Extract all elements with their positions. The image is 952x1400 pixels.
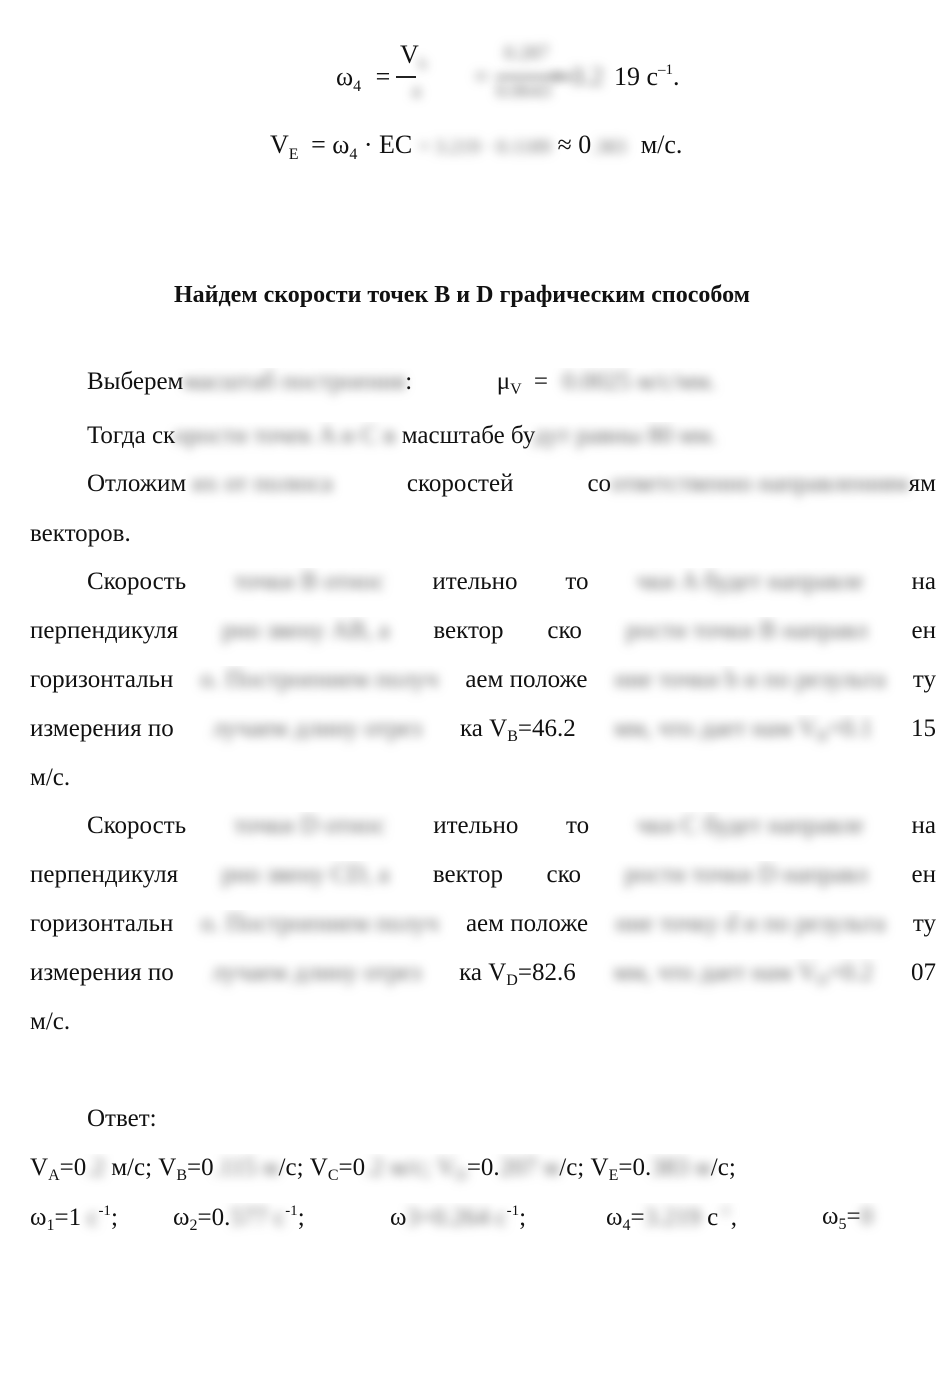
- paraB-l4-h: 15: [911, 715, 936, 742]
- paraD-l4-a: измерения по: [30, 959, 174, 986]
- paraB-l2-w2: вектор: [433, 617, 504, 644]
- ans-va-u: м/с;: [104, 1154, 153, 1181]
- formula-ve: [270, 130, 770, 170]
- formula-approx-blurred: = 3.2: [550, 62, 604, 91]
- paraB-l1-w2: ительно: [432, 568, 518, 595]
- ans-w2-sub: 2: [189, 1217, 198, 1234]
- ans-va-eq: =0: [59, 1154, 87, 1181]
- scale-eq: =: [533, 368, 549, 395]
- mu-symbol: μ: [496, 368, 511, 395]
- paraD-l3-w1: горизонтальн: [30, 910, 174, 937]
- scale-blurred-a: масштаб построения: [183, 368, 406, 395]
- paraD-line2: [30, 861, 936, 910]
- ans-vb-sub: B: [176, 1167, 188, 1184]
- paraD-l4-sub: D: [506, 972, 518, 989]
- then-line: [87, 422, 936, 471]
- formula-ve-sub: E: [288, 146, 299, 163]
- paraB-line1: [87, 568, 936, 617]
- ans-vd-u: /с;: [559, 1154, 585, 1181]
- formula-ve-lhs: V: [270, 130, 289, 159]
- ans-vc: V: [303, 1154, 328, 1181]
- answer-omegas: [30, 1203, 936, 1252]
- formula-ve-mid: · EC: [363, 130, 413, 159]
- paraB-l2-w4: ен: [911, 617, 936, 644]
- paraB-l1-b2: чки A будет направле: [636, 568, 864, 595]
- paraB-l4-a: измерения по: [30, 715, 174, 742]
- then-blurred-b: дут равны 80 мм.: [533, 422, 718, 449]
- scale-line: [87, 368, 936, 417]
- ans-vb-u: /с;: [278, 1154, 304, 1181]
- scale-text-b: :: [405, 368, 413, 395]
- paraD-l1-w2: ительно: [433, 812, 519, 839]
- paraB-l1-w4: на: [911, 568, 936, 595]
- ans-ve-u: /с;: [710, 1154, 736, 1181]
- fraction-bar: [396, 76, 416, 78]
- formula-ve-approx-blurred: .383: [591, 136, 627, 158]
- ans-w5-eq: =: [846, 1203, 861, 1230]
- put-word-1: Отложим: [87, 470, 187, 497]
- ans-w4-eq: =: [630, 1204, 645, 1231]
- ans-w4: ω: [606, 1204, 623, 1231]
- formula-ve-mid-blurred: = 3.219 · 0.1189: [418, 136, 551, 158]
- paraD-l1-w3: то: [565, 812, 590, 839]
- ans-vc-eq: =0: [338, 1154, 366, 1181]
- paraB-l2-b1: рно звену AB, а: [221, 617, 390, 644]
- paraD-l2-w4: ен: [911, 861, 936, 888]
- formula-numerator-blurred: b: [418, 56, 427, 73]
- paraD-l3-b1: о. Построением получ: [200, 910, 439, 937]
- paraD-line3: [30, 910, 936, 959]
- paraD-l4-c: ка V: [459, 959, 507, 986]
- paraD-l4-g: =0.2: [827, 959, 874, 986]
- paraB-l4-g: =0.1: [827, 715, 873, 742]
- ans-vb: V: [152, 1154, 177, 1181]
- paraB-l1-w1: Скорость: [87, 568, 187, 595]
- paraB-l2-w1: перпендикуля: [30, 617, 179, 644]
- paraB-l2-w3: ско: [547, 617, 582, 644]
- paraB-line4: [30, 715, 936, 764]
- then-text-a: Тогда ск: [87, 422, 174, 449]
- paraD-l2-b1: рно звену CD, а: [221, 861, 390, 888]
- put-word-4: ям: [908, 470, 936, 497]
- ans-w5-sub: 5: [838, 1216, 847, 1233]
- formula-denominator-blurred: a: [412, 80, 421, 102]
- ans-w4-end: ,: [730, 1204, 737, 1231]
- formula-equals: =: [375, 62, 391, 91]
- ans-ve-sub: E: [608, 1167, 619, 1184]
- ans-vc-bl: .2 м/с; V: [365, 1154, 456, 1181]
- ans-w1: ω: [30, 1204, 47, 1231]
- ans-w1-eq: =1: [54, 1204, 82, 1231]
- paraD-l1-b1: точки D относ: [233, 812, 386, 839]
- paraD-l2-w2: вектор: [432, 861, 504, 888]
- ans-w2: ω: [173, 1204, 190, 1231]
- paraD-l4-f: D: [816, 972, 828, 989]
- then-text-b: масштабе бу: [401, 422, 534, 449]
- paraB-l4-sub: B: [507, 728, 518, 745]
- ans-w1-sup: -1: [98, 1203, 111, 1219]
- paraB-l4-c: ка V: [460, 715, 508, 742]
- ans-va-sub: A: [48, 1167, 60, 1184]
- ans-ve-bl: 383 м: [651, 1154, 711, 1181]
- ans-w4-c: с: [700, 1204, 719, 1231]
- put-blurred-2: ответственно направлениям: [611, 470, 909, 497]
- ans-w2-end: ;: [297, 1204, 305, 1231]
- ans-w3-sup: -1: [506, 1203, 520, 1219]
- paraB-l4-e: мм, что дает нам V: [613, 715, 817, 742]
- ans-w1-bl: с: [81, 1204, 99, 1231]
- paraB-l2-b2: рости точки B направл: [625, 617, 868, 644]
- put-line-cont: векторов.: [30, 520, 131, 547]
- paraB-l3-w2: аем положе: [465, 666, 588, 693]
- ans-vd-eq: =0.: [466, 1154, 500, 1181]
- formula-tail: 19 c: [614, 62, 659, 91]
- paraD-l3-w3: ту: [912, 910, 936, 937]
- formula-ve-unit: м/с.: [640, 130, 683, 159]
- ans-ve: V: [584, 1154, 609, 1181]
- paraD-l3-b2: ние точку d и по результа: [615, 910, 886, 937]
- ans-w5: ω: [822, 1203, 839, 1230]
- formula-numerator: V: [400, 40, 419, 69]
- ans-va: V: [30, 1154, 49, 1181]
- ans-w5-bl: 0: [860, 1203, 874, 1230]
- put-line: [87, 470, 936, 519]
- paraB-l1-w3: то: [565, 568, 589, 595]
- paraB-line2: [30, 617, 936, 666]
- formula-omega4: $\omega_4$ = $V_b$ a = 0.287 0.0643 = 3.2 19 $c^{-1}$.: [336, 40, 680, 102]
- formula-tail-sup: –1: [658, 62, 674, 78]
- paraD-line1: [87, 812, 936, 861]
- paraB-line3: [30, 666, 936, 715]
- ans-w3: ω: [390, 1204, 407, 1231]
- ans-w2-sup: -1: [285, 1203, 298, 1219]
- paraB-l4-f: B: [816, 728, 828, 745]
- paraB-line5: м/с.: [30, 764, 71, 791]
- paraB-l3-w3: ту: [912, 666, 936, 693]
- mu-subscript: V: [510, 381, 522, 398]
- formula-ve-eq: = ω: [311, 130, 350, 159]
- answer-velocities: [30, 1154, 936, 1203]
- ans-va-bl: .2: [86, 1154, 105, 1181]
- paraD-line5: м/с.: [30, 1008, 71, 1035]
- paraB-l4-d: =46.2: [517, 715, 576, 742]
- paraD-l2-w3: ско: [546, 861, 582, 888]
- ans-vb-eq: =0: [187, 1154, 214, 1181]
- ans-w1-sub: 1: [46, 1217, 55, 1234]
- paraD-l2-w1: перпендикуля: [30, 861, 179, 888]
- scale-text-a: Выберем: [87, 368, 184, 395]
- ans-w3-end: ;: [519, 1204, 527, 1231]
- paraD-l1-b2: чки C будет направле: [636, 812, 864, 839]
- paraD-l4-h: 07: [910, 959, 936, 986]
- put-word-2: скоростей: [406, 470, 514, 497]
- formula-tail-end: .: [673, 62, 680, 91]
- paraD-l4-b: лучаем длину отрез: [211, 959, 422, 986]
- ans-w2-bl: 577 с: [230, 1204, 286, 1231]
- formula-ve-eq-sub: 4: [349, 146, 358, 163]
- put-blurred-1: их от полюса: [192, 470, 333, 497]
- ans-w4-bl: 3.219: [644, 1204, 701, 1231]
- paraD-line4: [30, 959, 936, 1008]
- ans-vd-sub: D: [455, 1167, 467, 1184]
- formula-omega-symbol: ω: [336, 62, 354, 91]
- formula-subscript: 4: [353, 78, 362, 95]
- paraB-l4-b: лучаем длину отрез: [212, 715, 422, 742]
- formula-frac2-den: 0.0643: [496, 80, 551, 102]
- paraB-l1-b1: точки B относ: [234, 568, 385, 595]
- ans-w4-sub: 4: [622, 1217, 631, 1234]
- paraB-l3-b1: о. Построением получ: [200, 666, 439, 693]
- ans-w4-bl2: -1: [718, 1203, 731, 1219]
- ans-vc-sub: C: [327, 1167, 339, 1184]
- paraB-l3-b2: ние точки b и по результа: [614, 666, 886, 693]
- ans-w3-bl: 3=0.264 с: [406, 1204, 507, 1231]
- ans-vb-bl: .115 м: [213, 1154, 279, 1181]
- ans-ve-eq: =0.: [618, 1154, 652, 1181]
- formula-frac2-num: 0.287: [504, 42, 549, 64]
- paraB-l3-w1: горизонтальн: [30, 666, 174, 693]
- answer-label: Ответ:: [87, 1105, 157, 1132]
- paraD-l4-e: мм, что дает нам V: [613, 959, 817, 986]
- put-word-3: со: [587, 470, 612, 497]
- formula-ve-approx: ≈ 0: [557, 130, 592, 159]
- paraD-l4-d: =82.6: [517, 959, 576, 986]
- ans-w2-eq: =0.: [197, 1204, 231, 1231]
- paraD-l3-w2: аем положе: [465, 910, 589, 937]
- paraD-l1-w4: на: [911, 812, 936, 839]
- ans-vd-bl: 207 м: [499, 1154, 560, 1181]
- paraD-l1-w1: Скорость: [87, 812, 187, 839]
- scale-blurred-b: 0.0025 м/с/мм.: [562, 368, 716, 395]
- then-blurred-a: орости точек A и C в: [173, 422, 396, 449]
- paraD-l2-b2: рости точки D направл: [624, 861, 868, 888]
- section-heading: Найдем скорости точек B и D графическим способом: [174, 282, 750, 308]
- ans-w1-end: ;: [110, 1204, 118, 1231]
